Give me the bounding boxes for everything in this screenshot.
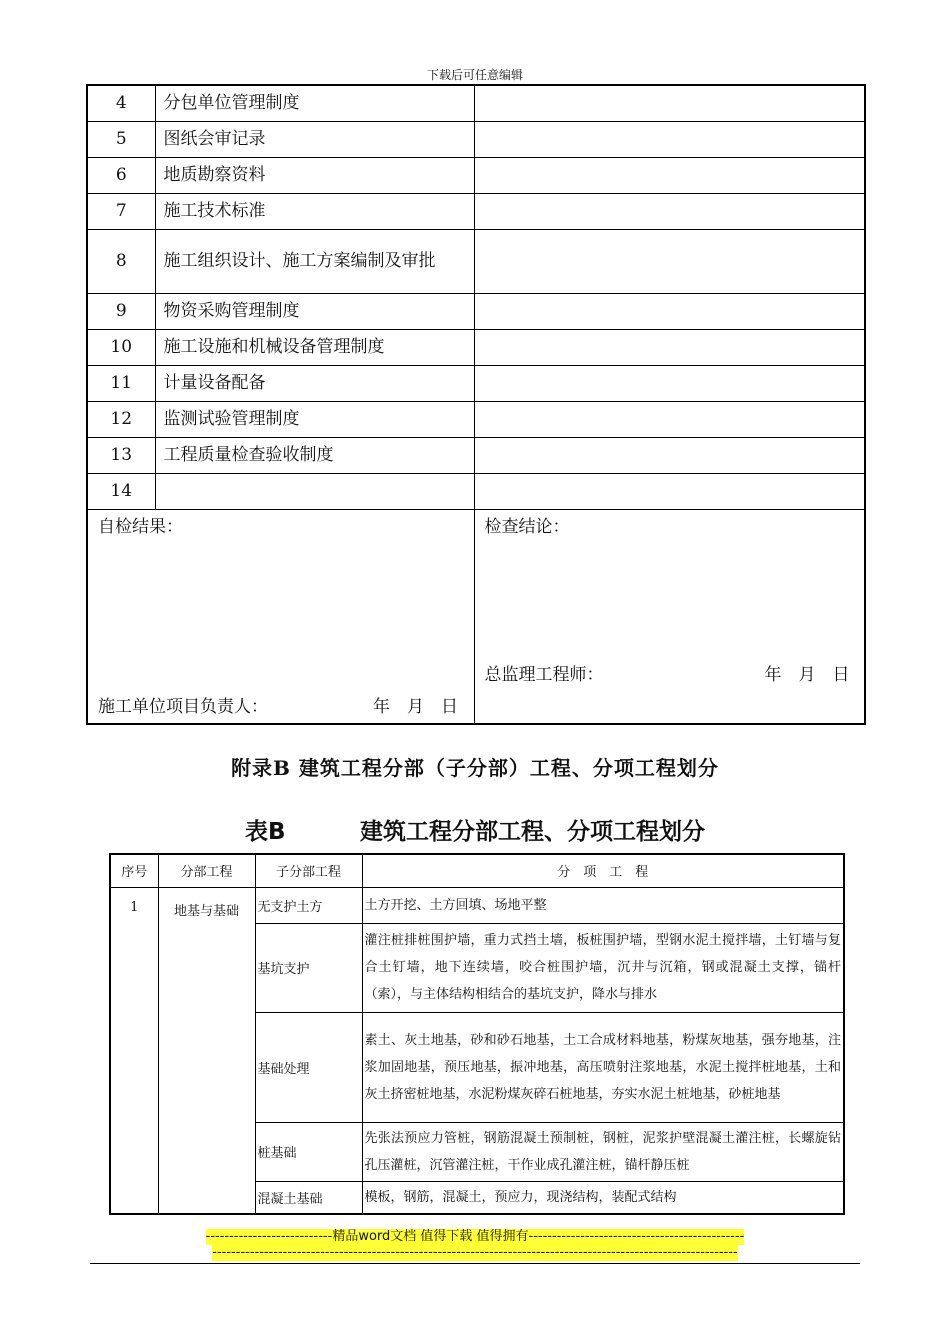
row-result-cell [474, 157, 865, 193]
group-number: 1 [110, 887, 158, 1214]
row-item: 施工设施和机械设备管理制度 [155, 329, 474, 365]
subdivision-items: 模板，钢筋，混凝土，预应力，现浇结构，装配式结构 [362, 1181, 844, 1214]
row-item: 计量设备配备 [155, 365, 474, 401]
self-check-label: 自检结果： [98, 516, 183, 537]
appendix-title: 附录B 建筑工程分部（子分部）工程、分项工程划分 [231, 756, 719, 780]
footer-banner [0, 1229, 950, 1261]
conclusion-date: 年 月 日 [764, 665, 850, 685]
header-division: 分部工程 [158, 854, 255, 887]
footer-text: 精品word文档 值得下载 值得拥有 [332, 1229, 529, 1244]
row-item: 图纸会审记录 [155, 121, 474, 157]
row-number: 7 [87, 193, 155, 229]
row-item: 工程质量检查验收制度 [155, 437, 474, 473]
footer-line-1 [206, 1229, 745, 1245]
header-items: 分 项 工 程 [362, 854, 844, 887]
table-header-row [110, 854, 844, 887]
row-item: 地质勘察资料 [155, 157, 474, 193]
table-row [87, 365, 865, 401]
row-result-cell [474, 437, 865, 473]
table-row [87, 437, 865, 473]
table-row [87, 473, 865, 509]
self-check-date: 年 月 日 [373, 697, 458, 717]
row-item: 施工技术标准 [155, 193, 474, 229]
subdivision-items: 灌注桩排桩围护墙，重力式挡土墙，板桩围护墙，型钢水泥土搅拌墙，土钉墙与复合土钉墙，地下连续墙，咬合桩围护墙，沉井与沉箱，钢或混凝土支撑，锚杆（索），与主体结构相结合的基坑支护，降水与排水 [362, 923, 844, 1012]
conclusion-label: 检查结论： [484, 516, 570, 537]
row-item: 施工组织设计、施工方案编制及审批 [155, 229, 474, 293]
row-result-cell [474, 401, 865, 437]
table-code: 表B [245, 819, 286, 845]
table-title-text: 建筑工程分部工程、分项工程划分 [360, 819, 705, 845]
row-result-cell [474, 365, 865, 401]
footer-dashes-right: ---------------------------------------------- [528, 1229, 745, 1244]
table-row [87, 85, 865, 121]
subdivision-name: 基坑支护 [255, 923, 362, 1012]
row-result-cell [474, 85, 865, 121]
row-number: 14 [87, 473, 155, 509]
subdivision-items: 素土、灰土地基，砂和砂石地基，土工合成材料地基，粉煤灰地基，强夯地基，注浆加固地基，预压地基，振冲地基，高压喷射注浆地基，水泥土搅拌桩地基，土和灰土挤密桩地基，水泥粉煤灰碎石桩地基，夯实水泥土桩地基，砂桩地基 [362, 1012, 844, 1122]
table-row [87, 229, 865, 293]
self-check-signer-label: 施工单位项目负责人： [98, 697, 268, 717]
row-number: 6 [87, 157, 155, 193]
row-result-cell [474, 473, 865, 509]
table-row [87, 293, 865, 329]
row-number: 4 [87, 85, 155, 121]
self-check-cell [87, 509, 474, 724]
table-row [87, 401, 865, 437]
footer-dashes-left: --------------------------- [205, 1229, 333, 1244]
check-table [86, 84, 866, 725]
table-row [110, 887, 844, 923]
row-result-cell [474, 293, 865, 329]
row-number: 5 [87, 121, 155, 157]
footer-line-2: ---------------------------------------------------------------------------------------------------------------- [212, 1245, 738, 1260]
subdivision-name: 基础处理 [255, 1012, 362, 1122]
table-row [87, 157, 865, 193]
header-subdivision: 子分部工程 [255, 854, 362, 887]
row-number: 12 [87, 401, 155, 437]
row-result-cell [474, 229, 865, 293]
header-no: 序号 [110, 854, 158, 887]
subdivision-name: 无支护土方 [255, 887, 362, 923]
signature-row [87, 509, 865, 724]
table-row [87, 329, 865, 365]
row-item [155, 473, 474, 509]
row-item: 监测试验管理制度 [155, 401, 474, 437]
table-row [87, 121, 865, 157]
page-header-note: 下载后可任意编辑 [426, 68, 523, 82]
conclusion-signature [485, 660, 850, 685]
row-item: 物资采购管理制度 [155, 293, 474, 329]
row-number: 11 [87, 365, 155, 401]
subdivision-name: 桩基础 [255, 1122, 362, 1181]
subdivision-items: 土方开挖、土方回填、场地平整 [362, 887, 844, 923]
bottom-divider [90, 1263, 860, 1264]
group-division: 地基与基础 [158, 887, 255, 1214]
division-table [109, 853, 845, 1215]
subdivision-items: 先张法预应力管桩，钢筋混凝土预制桩，钢桩，泥浆护壁混凝土灌注桩，长螺旋钻孔压灌桩，沉管灌注桩，干作业成孔灌注桩，锚杆静压桩 [362, 1122, 844, 1181]
row-number: 10 [87, 329, 155, 365]
row-result-cell [474, 329, 865, 365]
row-number: 13 [87, 437, 155, 473]
table-row [87, 193, 865, 229]
self-check-signature [98, 692, 458, 717]
row-item: 分包单位管理制度 [155, 85, 474, 121]
row-result-cell [474, 193, 865, 229]
row-number: 8 [87, 229, 155, 293]
row-result-cell [474, 121, 865, 157]
conclusion-cell [474, 509, 865, 724]
conclusion-signer-label: 总监理工程师： [484, 665, 604, 685]
table-title [245, 813, 705, 846]
subdivision-name: 混凝土基础 [255, 1181, 362, 1214]
row-number: 9 [87, 293, 155, 329]
